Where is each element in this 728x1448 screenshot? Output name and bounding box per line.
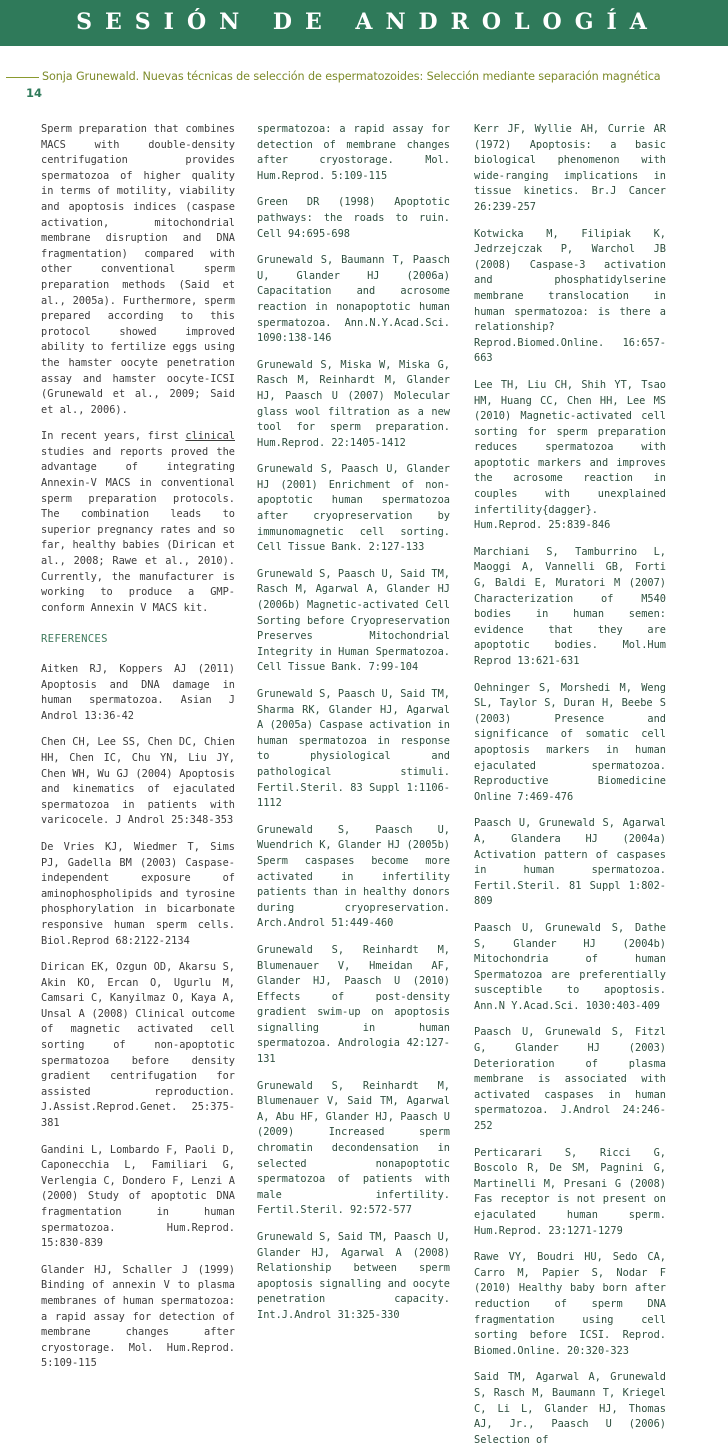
header-rule [6,77,39,78]
reference-item: Grunewald S, Paasch U, Said TM, Rasch M, Agarwal A, Glander HJ (2006b) Magnetic-activated Cell Sorting before Cryopreservation Preserves Mitochondrial Integrity in Human Spermatozoa. Cell Tissue Bank. 7:99-104 [257,567,450,674]
reference-item: Dirican EK, Ozgun OD, Akarsu S, Akin KO, Ercan O, Ugurlu M, Camsari C, Kanyilmaz O, Kaya A, Unsal A (2008) Clinical outcome of magnetic activated cell sorting of non-apoptotic spermatozoa before density gradient centrifugation for assisted reproduction. J.Assist.Reprod.Genet. 25:375-381 [41,961,235,1130]
references-heading: REFERENCES [41,633,108,646]
reference-item: Lee TH, Liu CH, Shih YT, Tsao HM, Huang CC, Chen HH, Lee MS (2010) Magnetic-activated cell sorting for sperm preparation reduces spermatozoa with apoptotic markers and improves the acrosome reaction in couples with unexplained infertility{dagger}. Hum.Reprod. 25:839-846 [474,378,666,532]
section-banner [0,0,728,46]
reference-item: Perticarari S, Ricci G, Boscolo R, De SM, Pagnini G, Martinelli M, Presani G (2008) Fas receptor is not present on ejaculated human sperm. Hum.Reprod. 23:1271-1279 [474,1146,666,1237]
reference-item: Paasch U, Grunewald S, Dathe S, Glander HJ (2004b) Mitochondria of human Spermatozoa are preferentially susceptible to apoptosis. Ann.N Y.Acad.Sci. 1030:403-409 [474,921,666,1012]
body-paragraph-2-start: In recent years, first [41,430,186,443]
column-2 [257,122,450,1324]
body-paragraph-2 [41,429,235,616]
reference-item: Aitken RJ, Koppers AJ (2011) Apoptosis and DNA damage in human spermatozoa. Asian J Androl 13:36-42 [41,663,235,722]
reference-item: Paasch U, Grunewald S, Fitzl G, Glander HJ (2003) Deterioration of plasma membrane is associated with activated caspases in human spermatozoa. J.Androl 24:246-252 [474,1026,666,1133]
body-paragraph-2-end: studies and reports proved the advantage of integrating Annexin-V MACS in conventional sperm preparation protocols. The combination leads to superior pregnancy rates and so far, healthy babies (Dirican et al., 2008; Rawe et al., 2010). Currently, the manufacturer is working to produce a GMP-conform Annexin V MACS kit. [41,445,235,614]
column-1 [41,122,235,1370]
clinical-link[interactable]: clinical [185,430,235,443]
reference-item: De Vries KJ, Wiedmer T, Sims PJ, Gadella BM (2003) Caspase-independent exposure of aminophospholipids and tyrosine phosphorylation in bicarbonate responsive human sperm cells. Biol.Reprod 68:2122-2134 [41,840,235,947]
section-title: SESIÓN DE ANDROLOGÍA [76,9,660,35]
reference-item: Grunewald S, Baumann T, Paasch U, Glander HJ (2006a) Capacitation and acrosome reaction in nonapoptotic human spermatozoa. Ann.N.Y.Acad.Sci. 1090:138-146 [257,254,450,345]
reference-item: Grunewald S, Said TM, Paasch U, Glander HJ, Agarwal A (2008) Relationship between sperm apoptosis signalling and oocyte penetration capacity. Int.J.Androl 31:325-330 [257,1231,450,1321]
reference-item: Grunewald S, Paasch U, Wuendrich K, Glander HJ (2005b) Sperm caspases become more activated in infertility patients than in healthy donors during cryopreservation. Arch.Androl 51:449-460 [257,823,450,930]
reference-item-continued: spermatozoa: a rapid assay for detection of membrane changes after cryostorage. Mol. Hum.Reprod. 5:109-115 [257,123,450,182]
reference-item: Kotwicka M, Filipiak K, Jedrzejczak P, Warchol JB (2008) Caspase-3 activation and phosphatidylserine membrane translocation in human spermatozoa: is there a relationship? Reprod.Biomed.Online. 16:657-663 [474,227,666,365]
reference-item: Said TM, Agarwal A, Grunewald S, Rasch M, Baumann T, Kriegel C, Li L, Glander HJ, Thomas AJ, Jr., Paasch U (2006) Selection of [474,1371,666,1446]
reference-item: Grunewald S, Reinhardt M, Blumenauer V, Said TM, Agarwal A, Abu HF, Glander HJ, Paasch U (2009) Increased sperm chromatin decondensation in selected nonapoptotic spermatozoa of patients with male infertility. Fertil.Steril. 92:572-577 [257,1079,450,1217]
body-paragraph-1: Sperm preparation that combines MACS with double-density centrifugation provides spermatozoa of higher quality in terms of motility, viability and apoptosis indices (caspase activation, mitochondrial membrane disruption and DNA fragmentation) compared with other conventional sperm preparation methods (Said et al., 2005a). Furthermore, sperm prepared according to this protocol showed improved ability to fertilize eggs using the hamster oocyte penetration assay and hamster oocyte-ICSI (Grunewald et al., 2009; Said et al., 2006). [41,123,235,416]
column-3 [474,122,666,1448]
reference-item: Grunewald S, Paasch U, Said TM, Sharma RK, Glander HJ, Agarwal A (2005a) Caspase activation in human spermatozoa in response to physiological and pathological stimuli. Fertil.Steril. 83 Suppl 1:1106-1112 [257,688,450,810]
reference-item: Paasch U, Grunewald S, Agarwal A, Glandera HJ (2004a) Activation pattern of caspases in human spermatozoa. Fertil.Steril. 81 Suppl 1:802-809 [474,817,666,908]
reference-item: Grunewald S, Reinhardt M, Blumenauer V, Hmeidan AF, Glander HJ, Paasch U (2010) Effects of post-density gradient swim-up on apoptosis signalling in human spermatozoa. Andrologia 42:127-131 [257,943,450,1066]
page-number: 14 [26,86,43,100]
reference-item: Green DR (1998) Apoptotic pathways: the roads to ruin. Cell 94:695-698 [257,196,450,240]
reference-item: Glander HJ, Schaller J (1999) Binding of annexin V to plasma membranes of human spermatozoa: a rapid assay for detection of membrane changes after cryostorage. Mol. Hum.Reprod. 5:109-115 [41,1263,235,1370]
reference-item: Kerr JF, Wyllie AH, Currie AR (1972) Apoptosis: a basic biological phenomenon with wide-ranging implications in tissue kinetics. Br.J Cancer 26:239-257 [474,123,666,213]
reference-item: Gandini L, Lombardo F, Paoli D, Caponecchia L, Familiari G, Verlengia C, Dondero F, Lenzi A (2000) Study of apoptotic DNA fragmentation in human spermatozoa. Hum.Reprod. 15:830-839 [41,1143,235,1250]
reference-item: Marchiani S, Tamburrino L, Maoggi A, Vannelli GB, Forti G, Baldi E, Muratori M (2007) Characterization of M540 bodies in human semen: evidence that they are apoptotic bodies. Mol.Hum Reprod 13:621-631 [474,545,666,667]
reference-item: Grunewald S, Paasch U, Glander HJ (2001) Enrichment of non-apoptotic human spermatozoa after cryopreservation by immunomagnetic cell sorting. Cell Tissue Bank. 2:127-133 [257,463,450,554]
reference-item: Oehninger S, Morshedi M, Weng SL, Taylor S, Duran H, Beebe S (2003) Presence and significance of somatic cell apoptosis markers in human ejaculated spermatozoa. Reproductive Biomedicine Online 7:469-476 [474,681,666,803]
reference-item: Rawe VY, Boudri HU, Sedo CA, Carro M, Papier S, Nodar F (2010) Healthy baby born after reduction of sperm DNA fragmentation using cell sorting before ICSI. Reprod. Biomed.Online. 20:320-323 [474,1251,666,1357]
reference-item: Grunewald S, Miska W, Miska G, Rasch M, Reinhardt M, Glander HJ, Paasch U (2007) Molecular glass wool filtration as a new tool for sperm preparation. Hum.Reprod. 22:1405-1412 [257,358,450,449]
running-head: Sonja Grunewald. Nuevas técnicas de selección de espermatozoides: Selección mediante separación magnética [42,70,661,83]
reference-item: Chen CH, Lee SS, Chen DC, Chien HH, Chen IC, Chu YN, Liu JY, Chen WH, Wu GJ (2004) Apoptosis and kinematics of ejaculated spermatozoa in patients with varicocele. J Androl 25:348-353 [41,736,235,827]
